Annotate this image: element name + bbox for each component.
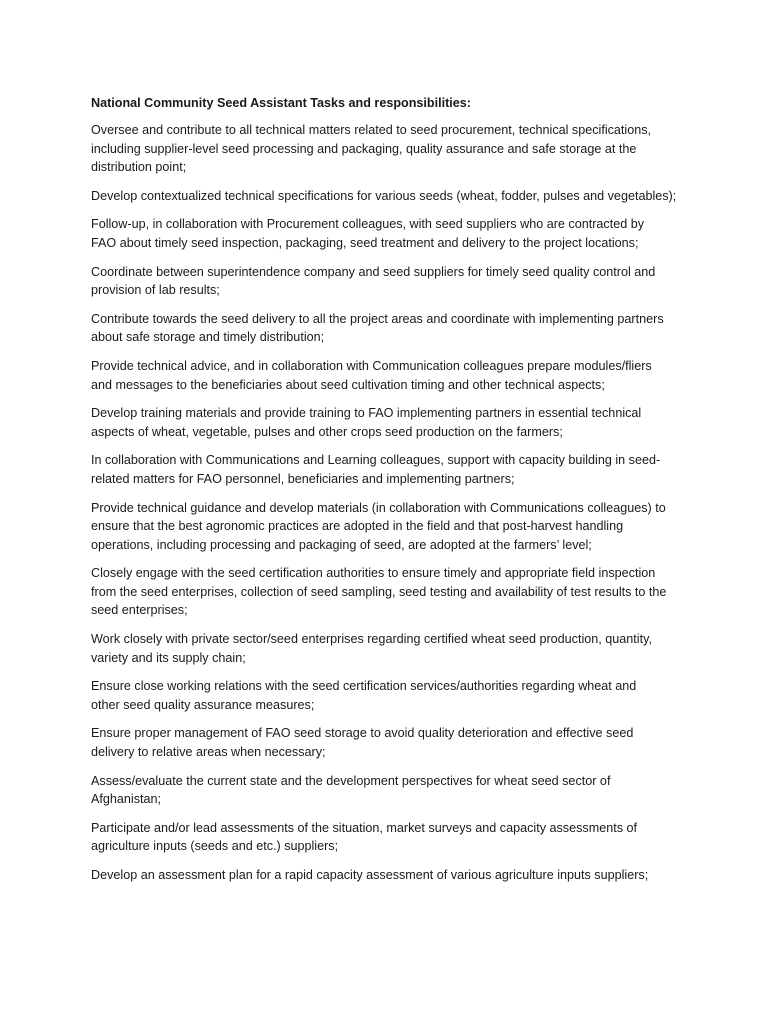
paragraph-line: about safe storage and timely distribution; — [91, 330, 325, 345]
paragraph-line: variety and its supply chain; — [91, 650, 246, 665]
responsibility-paragraph — [91, 121, 691, 177]
responsibility-paragraph — [91, 866, 691, 885]
paragraph-line: FAO about timely seed inspection, packaging, seed treatment and delivery to the project locations; — [91, 235, 639, 250]
paragraph-line: Oversee and contribute to all technical matters related to seed procurement, technical specifications, — [91, 123, 652, 137]
paragraph-line: Coordinate between superintendence company and seed suppliers for timely seed quality control and — [91, 264, 656, 279]
responsibility-paragraph — [91, 451, 691, 488]
responsibility-paragraph — [91, 215, 691, 252]
paragraph-line: Afghanistan; — [91, 792, 162, 807]
responsibility-paragraph — [91, 630, 691, 667]
paragraph-line: including supplier-level seed processing and packaging, quality assurance and safe storage at the — [91, 141, 637, 156]
responsibility-paragraph — [91, 772, 691, 809]
paragraph-line: distribution point; — [91, 160, 187, 175]
paragraph-line: Develop an assessment plan for a rapid capacity assessment of various agriculture inputs suppliers; — [91, 868, 649, 882]
document-title: National Community Seed Assistant Tasks and responsibilities: — [91, 96, 472, 110]
responsibilities-list — [91, 121, 691, 885]
paragraph-line: agriculture inputs (seeds and etc.) suppliers; — [91, 839, 339, 854]
paragraph-line: Develop training materials and provide training to FAO implementing partners in essential technical — [91, 406, 642, 421]
paragraph-line: related matters for FAO personnel, beneficiaries and implementing partners; — [91, 471, 515, 486]
paragraph-line: ensure that the best agronomic practices are adopted in the field and that post-harvest handling — [91, 519, 624, 534]
paragraph-line: Ensure proper management of FAO seed storage to avoid quality deterioration and effective seed — [91, 726, 634, 741]
responsibility-paragraph — [91, 677, 691, 714]
paragraph-line: provision of lab results; — [91, 283, 220, 298]
paragraph-line: Provide technical guidance and develop materials (in collaboration with Communications colleagues) to — [91, 500, 666, 515]
paragraph-line: delivery to relative areas when necessary; — [91, 745, 326, 760]
paragraph-line: In collaboration with Communications and Learning colleagues, support with capacity building in seed- — [91, 453, 661, 468]
paragraph-line: Develop contextualized technical specifications for various seeds (wheat, fodder, pulses and vegetables); — [91, 188, 677, 203]
responsibility-paragraph — [91, 263, 691, 300]
responsibility-paragraph — [91, 404, 691, 441]
responsibility-paragraph — [91, 187, 691, 206]
paragraph-line: Assess/evaluate the current state and the development perspectives for wheat seed sector of — [91, 773, 611, 788]
paragraph-line: and messages to the beneficiaries about seed cultivation timing and other technical aspects; — [91, 377, 605, 392]
paragraph-line: Participate and/or lead assessments of the situation, market surveys and capacity assessments of — [91, 820, 637, 835]
responsibility-paragraph — [91, 819, 691, 856]
responsibility-paragraph — [91, 499, 691, 555]
document-content — [91, 94, 691, 895]
paragraph-line: Provide technical advice, and in collaboration with Communication colleagues prepare modules/fliers — [91, 358, 652, 373]
paragraph-line: Work closely with private sector/seed enterprises regarding certified wheat seed production, quantity, — [91, 632, 652, 647]
responsibility-paragraph — [91, 724, 691, 761]
paragraph-line: Ensure close working relations with the seed certification services/authorities regarding wheat and — [91, 679, 637, 694]
paragraph-line: other seed quality assurance measures; — [91, 697, 315, 712]
paragraph-line: Closely engage with the seed certification authorities to ensure timely and appropriate field inspection — [91, 566, 656, 581]
responsibility-paragraph — [91, 357, 691, 394]
paragraph-line: seed enterprises; — [91, 603, 188, 618]
paragraph-line: from the seed enterprises, collection of seed sampling, seed testing and availability of test results to the — [91, 584, 667, 599]
paragraph-line: operations, including processing and packaging of seed, are adopted at the farmers’ level; — [91, 537, 592, 552]
paragraph-line: Follow-up, in collaboration with Procurement colleagues, with seed suppliers who are contracted by — [91, 217, 645, 232]
responsibility-paragraph — [91, 564, 691, 620]
paragraph-line: aspects of wheat, vegetable, pulses and other crops seed production on the farmers; — [91, 424, 563, 439]
responsibility-paragraph — [91, 310, 691, 347]
paragraph-line: Contribute towards the seed delivery to all the project areas and coordinate with implementing partners — [91, 311, 664, 326]
